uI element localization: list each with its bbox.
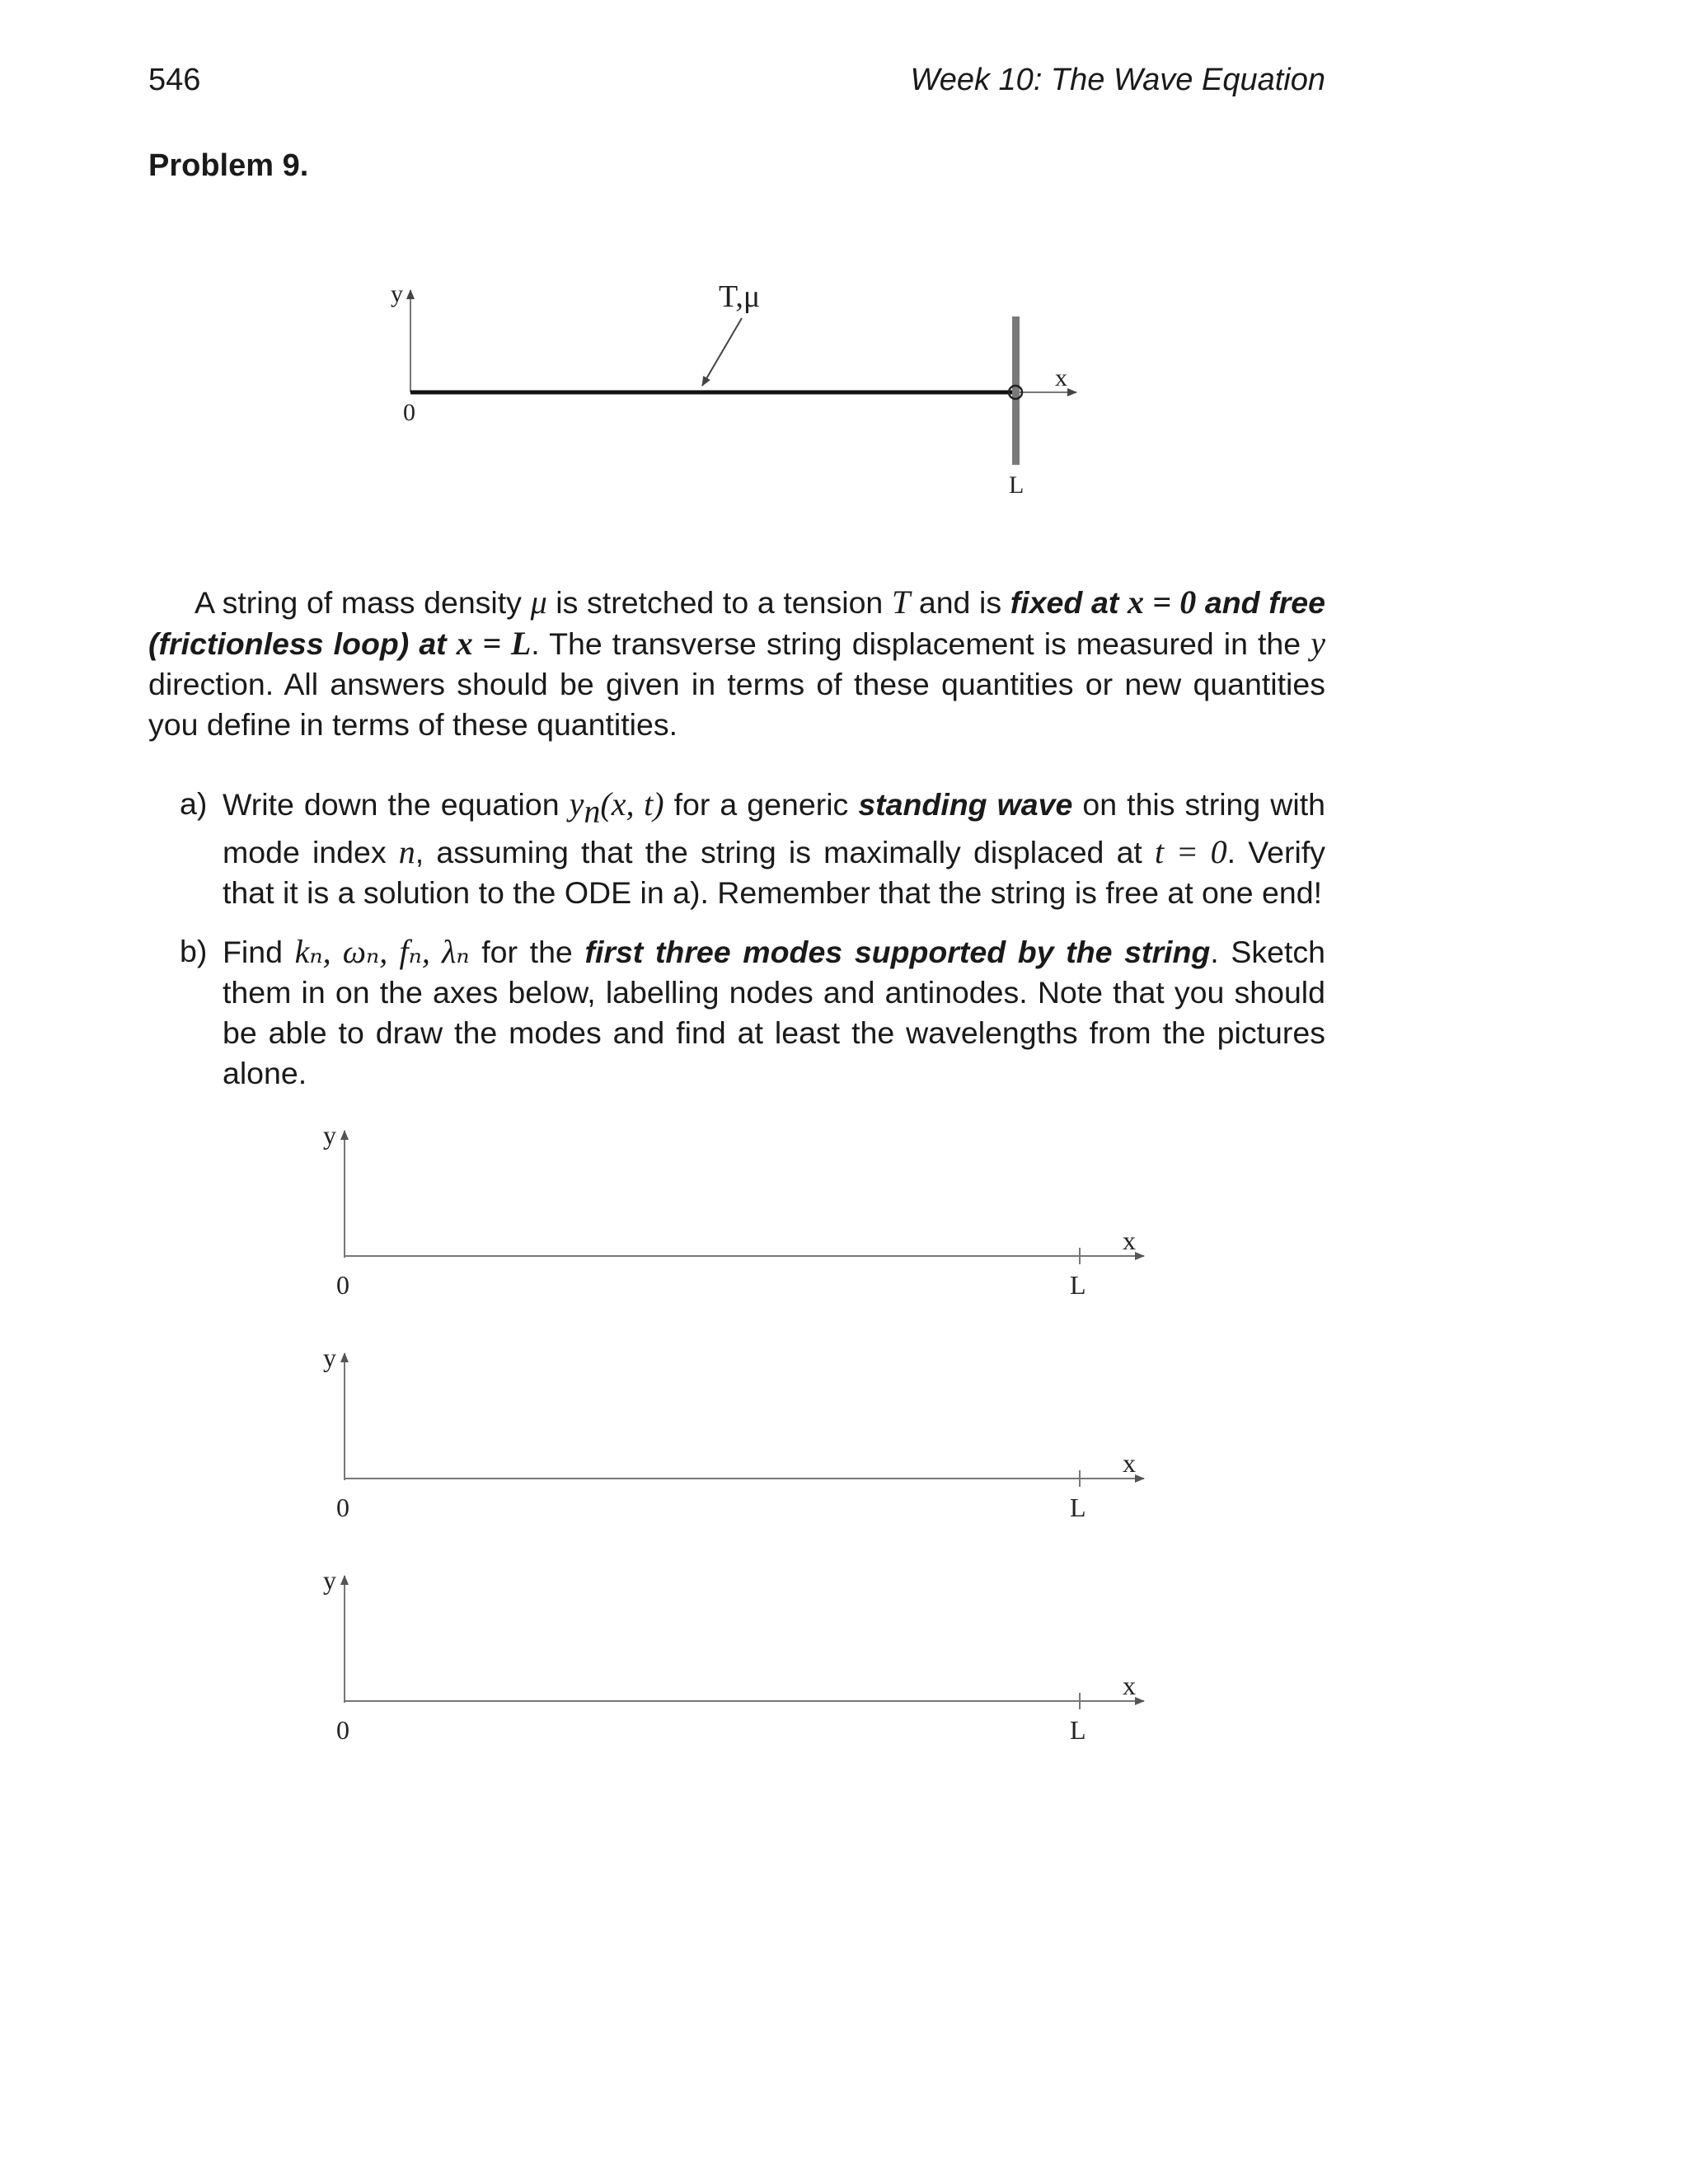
- problem-title: Problem 9.: [148, 148, 309, 183]
- sketch-axis-2-origin: 0: [336, 1493, 349, 1522]
- string-label: T,μ: [719, 279, 761, 314]
- sketch-axis-3-y-label: y: [323, 1565, 336, 1595]
- end-label: L: [1009, 471, 1025, 499]
- part-a: a) Write down the equation $y_n(x$, t) for a generic standing wave on this string with mode index n, assuming that the string is maximally displaced at t = 0. Verify that it is a solution to the ODE in a). Remember that the string is free at one end!: [180, 785, 1326, 910]
- sketch-axis-1-origin: 0: [336, 1270, 349, 1300]
- page-number: 546: [148, 63, 201, 97]
- part-a-marker: a): [180, 786, 208, 821]
- sketch-axis-2-end: L: [1070, 1493, 1086, 1522]
- sketch-axis-2-y-label: y: [323, 1343, 336, 1372]
- sketch-axis-3-end: L: [1070, 1715, 1086, 1745]
- pointer-arrow: [702, 318, 742, 386]
- sketch-axis-3-origin: 0: [336, 1715, 349, 1745]
- sketch-axis-1-end: L: [1070, 1270, 1086, 1300]
- sketch-axis-2-x-label: x: [1123, 1448, 1136, 1478]
- problem-statement: A string of mass density μ is stretched to a tension T and is fixed at x = 0 and free (frictionless loop) at x = L. The transverse string displacement is measured in the y direction. All answers should be given in terms of these quantities or new quantities you define in terms of these quantities.: [148, 583, 1325, 742]
- sketch-axes: [0, 1104, 1688, 1764]
- x-axis-label: x: [1055, 364, 1067, 391]
- origin-label: 0: [403, 399, 415, 426]
- part-b: b) Find kₙ, ωₙ, fₙ, λₙ for the first three modes supported by the string. Sketch them in on the axes below, labelling nodes and antinodes. Note that you should be able to draw the modes and find at least the wavelengths from the pictures alone.: [180, 933, 1326, 1090]
- part-b-marker: b): [180, 934, 208, 968]
- sketch-axis-3: [323, 1565, 1144, 1745]
- string-diagram: [0, 0, 1688, 560]
- y-axis-label: y: [391, 280, 403, 307]
- sketch-axis-3-x-label: x: [1123, 1671, 1136, 1700]
- sketch-axis-1-x-label: x: [1123, 1226, 1136, 1255]
- sketch-axis-1-y-label: y: [323, 1120, 336, 1150]
- sketch-axis-1: [323, 1120, 1144, 1300]
- running-head: Week 10: The Wave Equation: [910, 63, 1325, 97]
- sketch-axis-2: [323, 1343, 1144, 1522]
- end-rod: [1012, 316, 1020, 465]
